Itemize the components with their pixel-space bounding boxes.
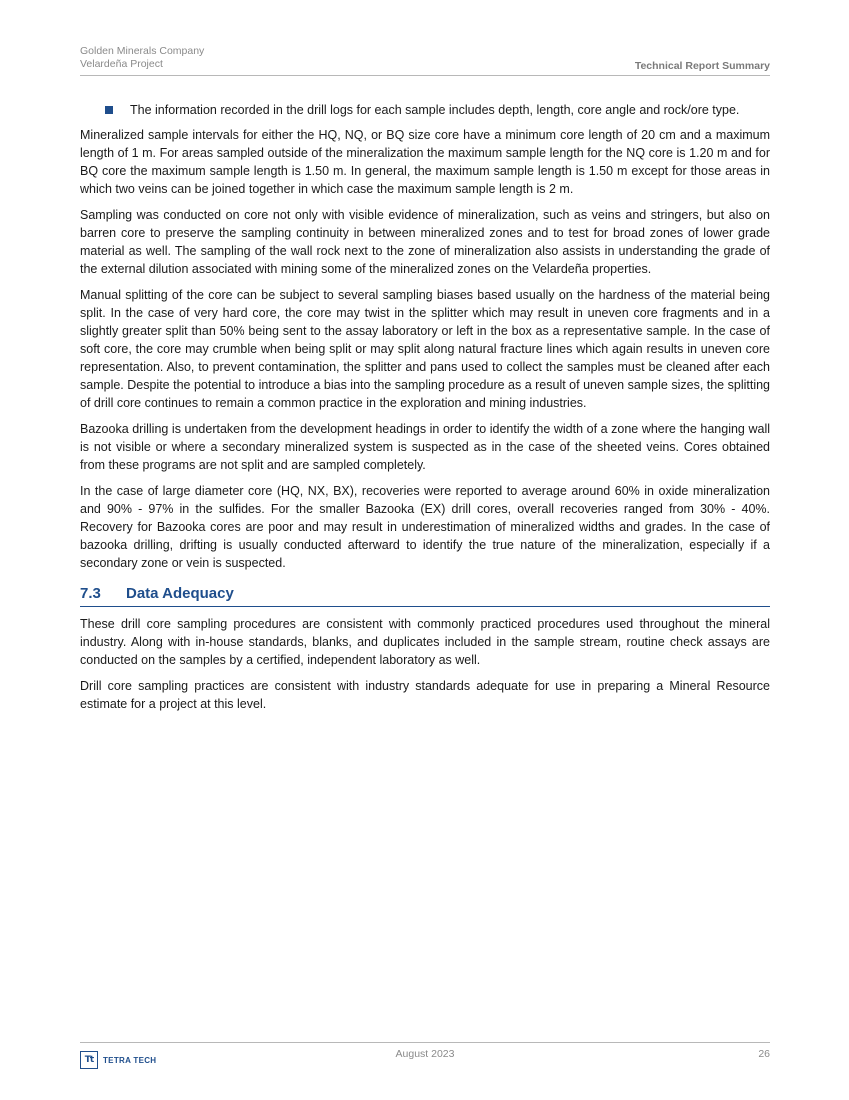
bullet-text: The information recorded in the drill logs for each sample includes depth, length, core angle and rock/ore type. — [130, 103, 740, 117]
header-company: Golden Minerals Company — [80, 45, 205, 57]
header-left — [80, 45, 204, 71]
paragraph-core-recoveries: In the case of large diameter core (HQ, NX, BX), recoveries were reported to average around 60% in oxide mineralization and 90% - 97% in the sulfides. For the smaller Bazooka (EX) drill cores, overall recoveries ranged from 30% - 40%. Recovery for Bazooka cores are poor and may result in underestimation of mineralized widths and grades. In the case of bazooka drilling, drifting is usually conducted afterward to identify the true nature of the mineralization, especially if a secondary zone or vein is suspected. — [80, 484, 770, 570]
paragraph-manual-splitting: Manual splitting of the core can be subject to several sampling biases based usually on the hardness of the material being split. In the case of very hard core, the core may twist in the splitter which may result in uneven core fragments and in a slightly greater split than 50% being sent to the assay laboratory or left in the box as a representative sample. In the case of soft core, the core may crumble when being split or may split along natural fracture lines which again results in uneven core representation. Also, to prevent contamination, the splitter and pans used to collect the samples must be cleaned after each sample. Despite the potential to introduce a bias into the sampling procedure as a result of uneven sample sizes, the splitting of drill core continues to remain a common practice in the exploration and mining industries. — [80, 288, 770, 410]
section-heading — [80, 584, 770, 607]
section-title: Data Adequacy — [126, 585, 234, 602]
paragraph-sample-intervals: Mineralized sample intervals for either the HQ, NQ, or BQ size core have a minimum core length of 20 cm and a maximum length of 1 m. For areas sampled outside of the mineralization the maximum sample length for the NQ core is 1.20 m and for BQ core the maximum sample length is 1.50 m. In general, the maximum sample length is 1.50 m except for those areas in which two veins can be joined together in which case the maximum sample length is 2 m. — [80, 128, 770, 196]
header-report-title: Technical Report Summary — [634, 60, 770, 72]
tetra-tech-logo-icon: Tt — [80, 1051, 98, 1069]
page-content — [80, 101, 770, 721]
page-header — [80, 45, 770, 76]
footer-date: August 2023 — [395, 1048, 455, 1060]
page-footer — [80, 1042, 770, 1073]
logo-text: TETRA TECH — [103, 1055, 157, 1065]
square-bullet-icon — [105, 106, 113, 114]
section-number: 7.3 — [80, 585, 101, 602]
page-number: 26 — [758, 1048, 770, 1060]
paragraph-industry-standards: Drill core sampling practices are consistent with industry standards adequate for use in preparing a Mineral Resource estimate for a project at this level. — [80, 679, 770, 711]
header-project: Velardeña Project — [80, 58, 163, 70]
paragraph-sampling-barren-core: Sampling was conducted on core not only with visible evidence of mineralization, such as veins and stringers, but also on barren core to preserve the sampling continuity in between mineralized zones and to test for broad zones of lower grade material as well. The sampling of the wall rock next to the zone of mineralization also assists in understanding the grade of the external dilution associated with mining some of the mineralized zones on the Velardeña properties. — [80, 208, 770, 276]
bullet-item — [80, 101, 770, 119]
paragraph-sampling-procedures: These drill core sampling procedures are consistent with commonly practiced procedures used throughout the mineral industry. Along with in-house standards, blanks, and duplicates included in the sample stream, routine check assays are conducted on the samples by a certified, independent laboratory as well. — [80, 617, 770, 667]
paragraph-bazooka-drilling: Bazooka drilling is undertaken from the development headings in order to identify the width of a zone where the hanging wall is not visible or where a secondary mineralized system is suspected as in the case of the sheeted veins. Cores obtained from these programs are not split and are sampled completely. — [80, 422, 770, 472]
